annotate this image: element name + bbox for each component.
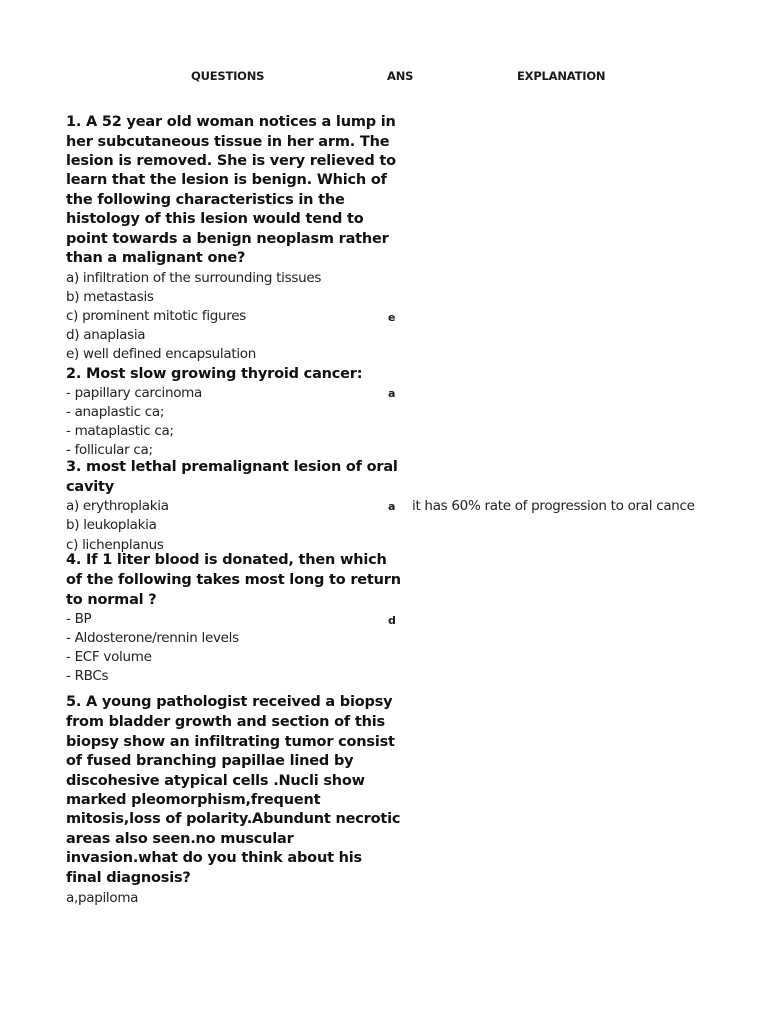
question-2-option: - papillary carcinoma xyxy=(66,385,202,401)
question-5-line: 5. A young pathologist received a biopsy xyxy=(66,694,393,710)
question-4-option: - Aldosterone/rennin levels xyxy=(66,630,239,646)
question-1-option: e) well defined encapsulation xyxy=(66,346,257,362)
question-4-answer: d xyxy=(388,614,396,627)
question-1-option: c) prominent mitotic figures xyxy=(66,308,247,324)
question-1-option: b) metastasis xyxy=(66,289,154,305)
question-3-answer: a xyxy=(388,500,396,513)
question-1-line: learn that the lesion is benign. Which of xyxy=(66,172,387,188)
question-3-explanation: it has 60% rate of progression to oral cance xyxy=(412,498,695,514)
header-ans: ANS xyxy=(387,69,414,83)
question-1-line: her subcutaneous tissue in her arm. The xyxy=(66,134,390,150)
question-1-answer: e xyxy=(388,311,396,324)
question-4-option: - ECF volume xyxy=(66,649,152,665)
question-2-line: 2. Most slow growing thyroid cancer: xyxy=(66,366,363,382)
question-3-option: a) erythroplakia xyxy=(66,498,169,514)
question-4-line: to normal ? xyxy=(66,592,157,608)
question-1-line: point towards a benign neoplasm rather xyxy=(66,231,389,247)
question-3-option: c) lichenplanus xyxy=(66,537,164,553)
question-5-line: areas also seen.no muscular xyxy=(66,831,294,847)
question-4-option: - BP xyxy=(66,611,92,627)
question-5-line: from bladder growth and section of this xyxy=(66,714,385,730)
question-1-line: 1. A 52 year old woman notices a lump in xyxy=(66,114,396,130)
question-4-option: - RBCs xyxy=(66,668,109,684)
question-2-answer: a xyxy=(388,387,396,400)
question-3-line: 3. most lethal premalignant lesion of oral xyxy=(66,459,398,475)
question-5-line: final diagnosis? xyxy=(66,870,191,886)
question-1-line: than a malignant one? xyxy=(66,250,246,266)
question-5-line: of fused branching papillae lined by xyxy=(66,753,354,769)
header-questions: QUESTIONS xyxy=(191,69,265,83)
question-3-option: b) leukoplakia xyxy=(66,517,157,533)
question-5-line: invasion.what do you think about his xyxy=(66,850,362,866)
question-2-option: - mataplastic ca; xyxy=(66,423,174,439)
question-2-option: - follicular ca; xyxy=(66,442,153,458)
question-1-line: histology of this lesion would tend to xyxy=(66,211,364,227)
question-1-line: the following characteristics in the xyxy=(66,192,345,208)
question-4-line: 4. If 1 liter blood is donated, then which xyxy=(66,552,387,568)
question-2-option: - anaplastic ca; xyxy=(66,404,165,420)
question-1-option: a) infiltration of the surrounding tissues xyxy=(66,270,322,286)
question-1-option: d) anaplasia xyxy=(66,327,146,343)
question-1-line: lesion is removed. She is very relieved to xyxy=(66,153,396,169)
question-5-line: marked pleomorphism,frequent xyxy=(66,792,321,808)
question-5-line: mitosis,loss of polarity.Abundunt necrotic xyxy=(66,811,401,827)
question-3-line: cavity xyxy=(66,479,114,495)
header-explanation: EXPLANATION xyxy=(517,69,606,83)
question-5-option: a,papiloma xyxy=(66,890,139,906)
question-5-line: biopsy show an infiltrating tumor consist xyxy=(66,734,395,750)
question-5-line: discohesive atypical cells .Nucli show xyxy=(66,773,365,789)
question-4-line: of the following takes most long to return xyxy=(66,572,401,588)
